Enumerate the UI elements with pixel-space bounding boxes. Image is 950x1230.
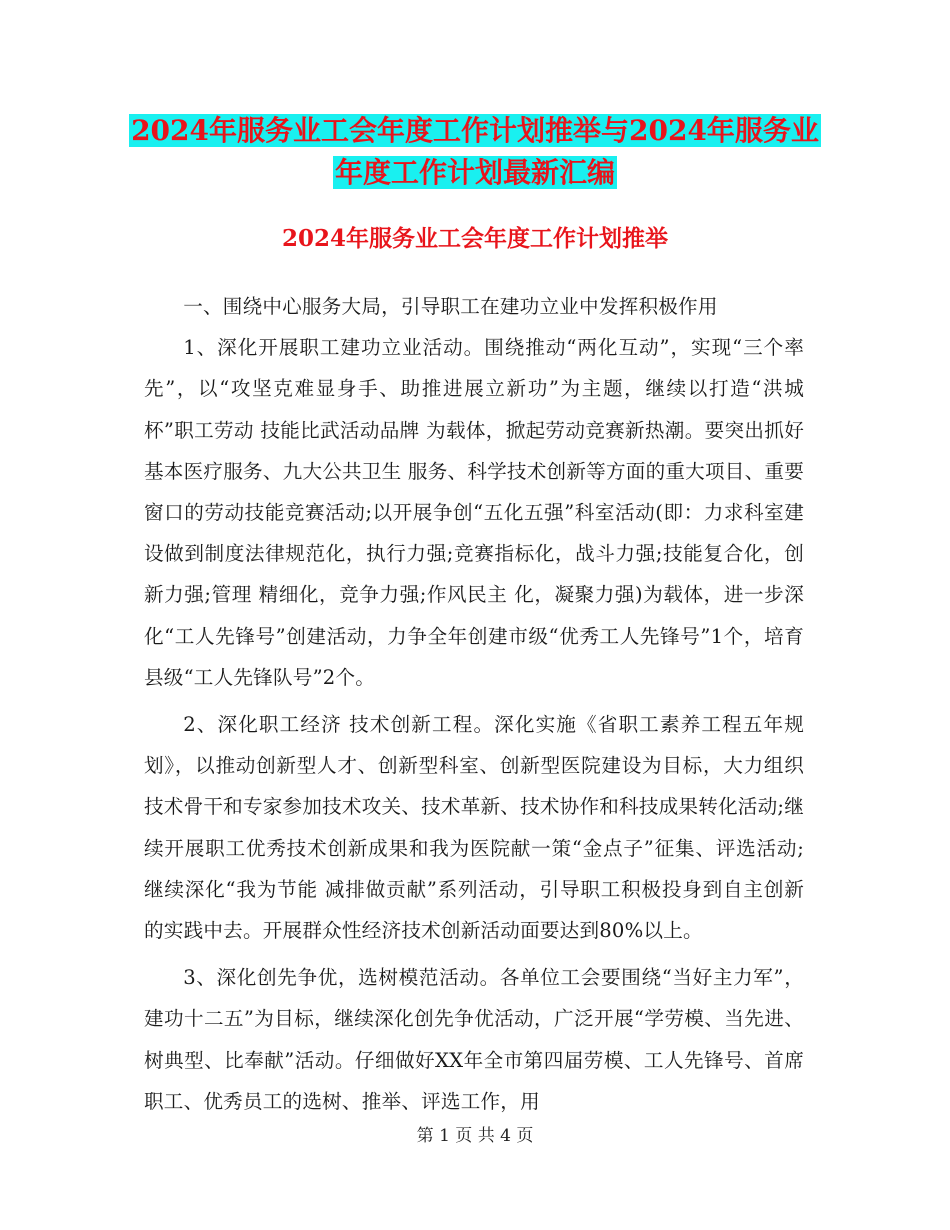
paragraph-heading-1: 一、围绕中心服务大局，引导职工在建功立业中发挥积极作用: [183, 295, 718, 318]
document-body: [144, 286, 804, 1122]
paragraph-item-1: 1、深化开展职工建功立业活动。围绕推动“两化互动”，实现“三个率先”，以“攻坚克难显身手、助推进展立新功”为主题，继续以打造“洪城杯”职工劳动 技能比武活动品牌 为载体，掀起劳动竞赛新热潮。要突出抓好基本医疗服务、九大公共卫生 服务、科学技术创新等方面的重大项目、重要窗口的劳动技能竞赛活动;以开展争创“五化五强”科室活动(即：力求科室建设做到制度法律规范化，执行力强;竞赛指标化，战斗力强;技能复合化，创新力强;管理 精细化，竞争力强;作风民主 化，凝聚力强)为载体，进一步深化“工人先锋号”创建活动，力争全年创建市级“优秀工人先锋号”1个，培育县级“工人先锋队号”2个。: [144, 336, 804, 689]
paragraph-item-2: 2、深化职工经济 技术创新工程。深化实施《省职工素养工程五年规划》，以推动创新型人才、创新型科室、创新型医院建设为目标，大力组织技术骨干和专家参加技术攻关、技术革新、技术协作和科技成果转化活动;继续开展职工优秀技术创新成果和我为医院献一策“金点子”征集、评选活动;继续深化“我为节能 减排做贡献”系列活动，引导职工积极投身到自主创新的实践中去。开展群众性经济技术创新活动面要达到80%以上。: [144, 713, 804, 943]
document-title-line-1: 2024年服务业工会年度工作计划推举与2024年服务业: [131, 114, 819, 147]
paragraph-item-3: 3、深化创先争优，选树模范活动。各单位工会要围绕“当好主力军”，建功十二五”为目标，继续深化创先争优活动，广泛开展“学劳模、当先进、树典型、比奉献”活动。仔细做好XX年全市第四届劳模、工人先锋号、首席职工、优秀员工的选树、推举、评选工作，用: [144, 966, 804, 1113]
section-title: 2024年服务业工会年度工作计划推举: [281, 225, 668, 252]
page-footer: 第 1 页 共 4 页: [416, 1126, 534, 1146]
document-title-line-2: 年度工作计划最新汇编: [334, 156, 615, 189]
